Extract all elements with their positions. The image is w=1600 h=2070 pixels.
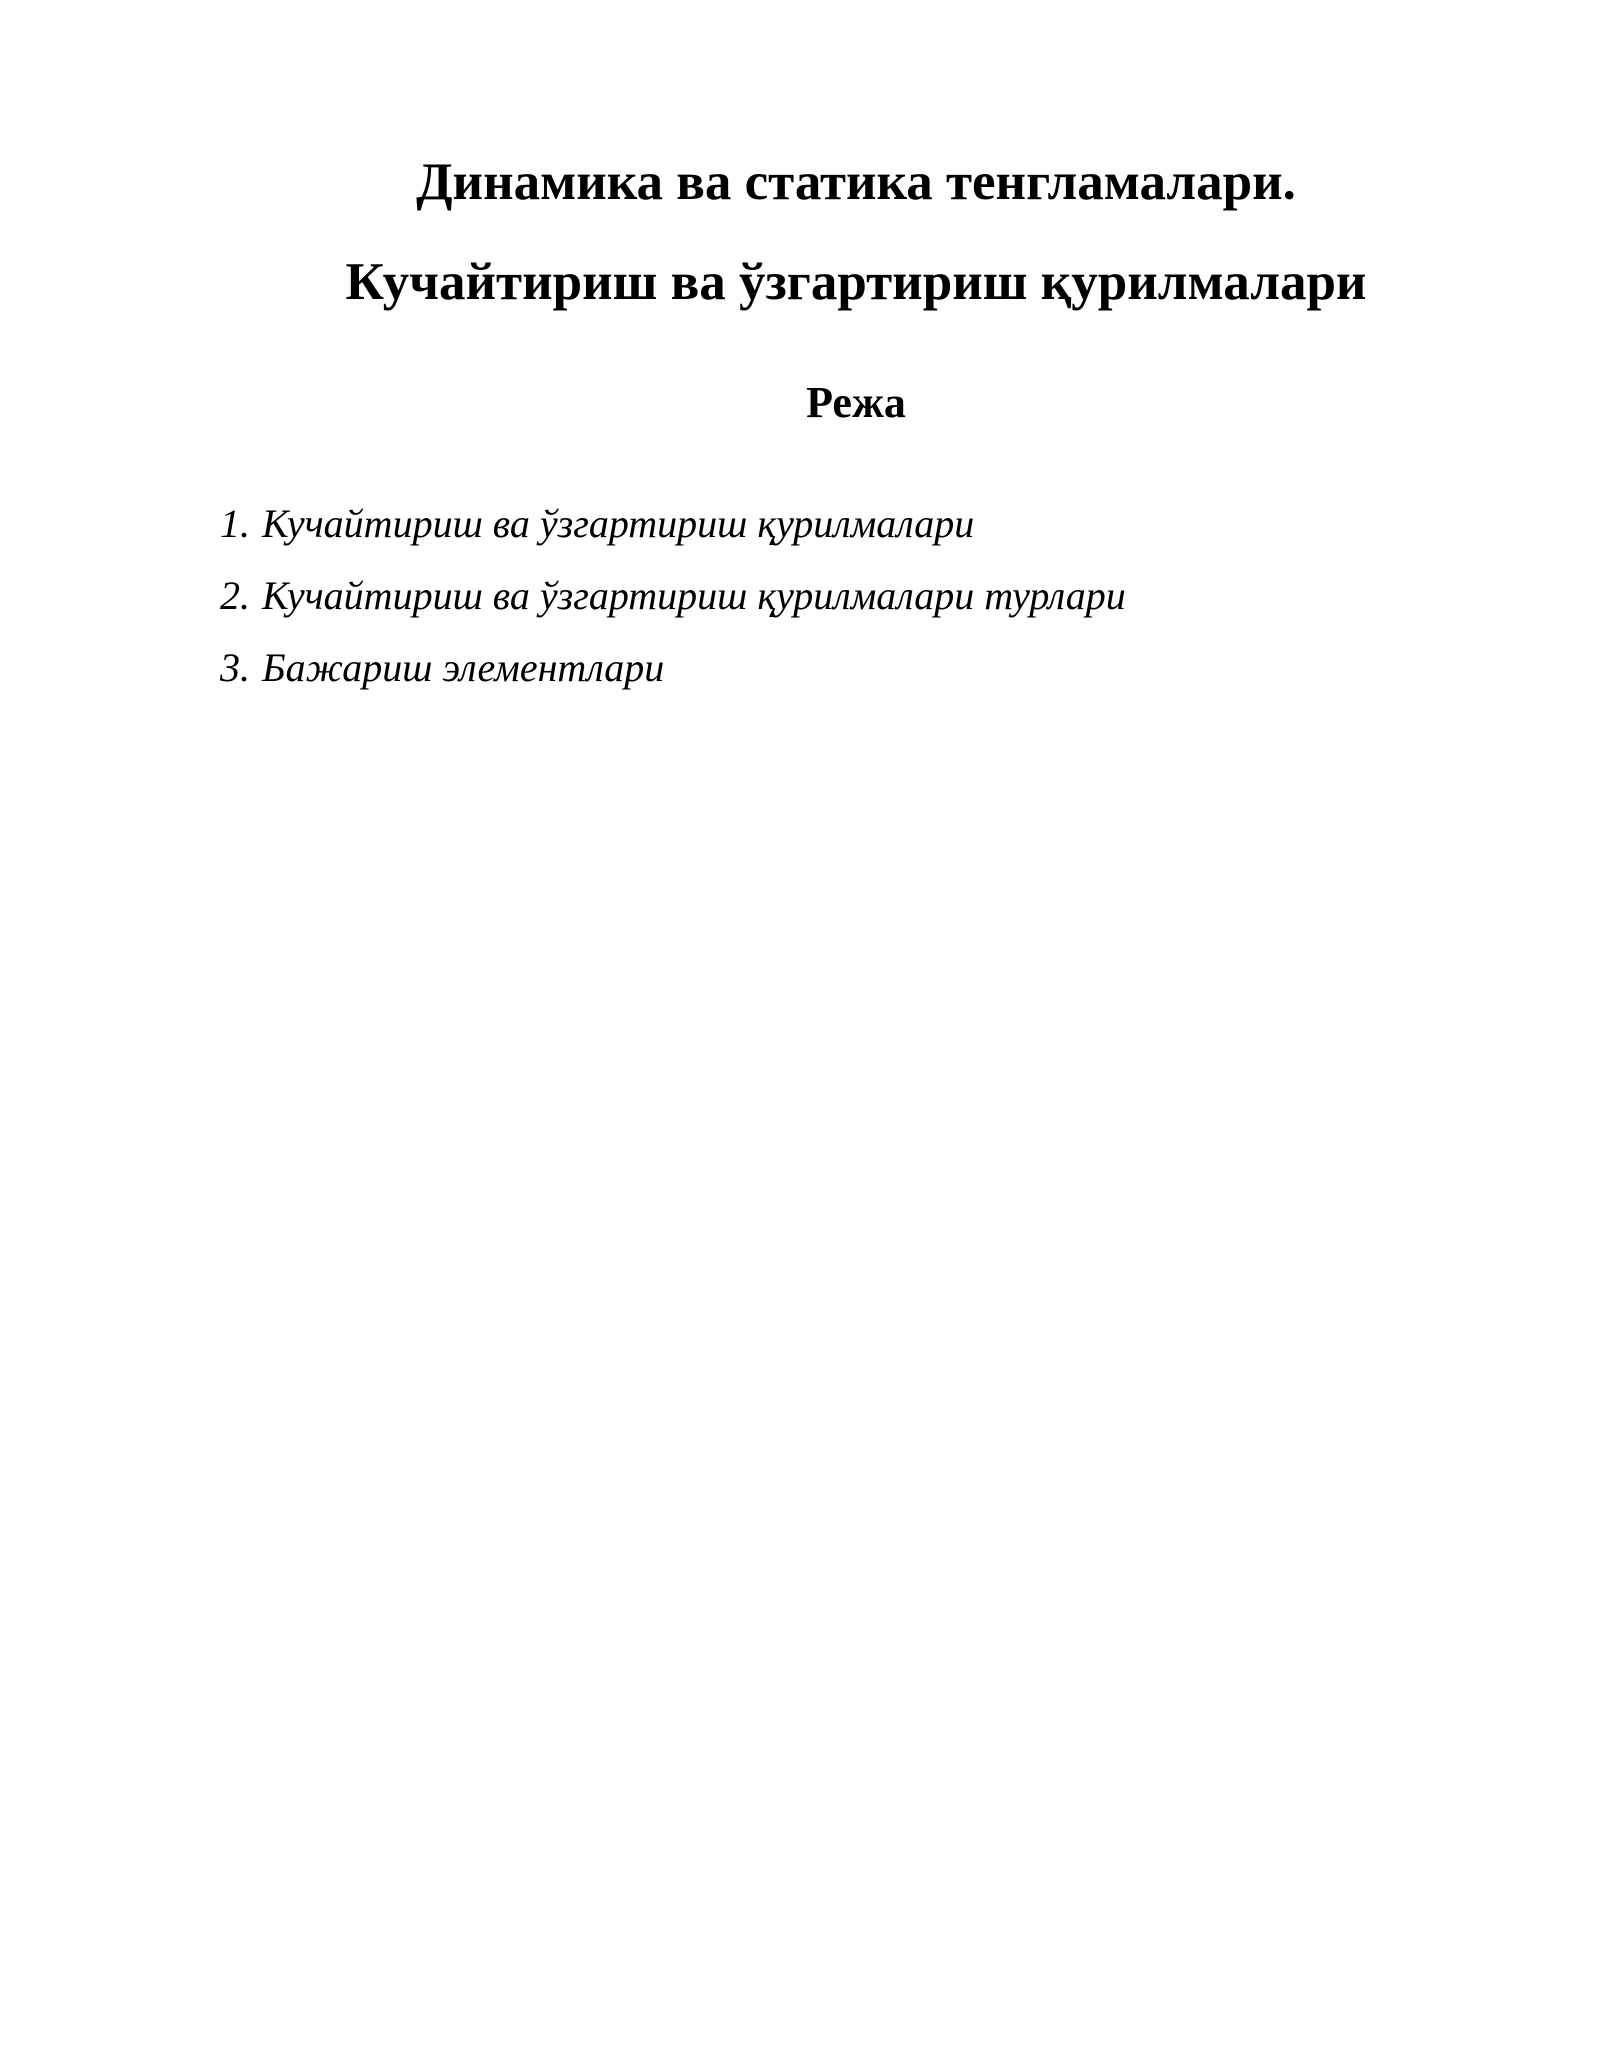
document-title-line-1: Динамика ва статика тенгламалари. [416,153,1296,211]
plan-list-item [220,488,1126,560]
plan-item-text: Бажариш элементлари [262,645,665,690]
plan-list-item [220,632,1126,704]
plan-item-number: 2. [220,573,250,618]
plan-item-number: 1. [220,501,250,546]
plan-list [220,488,1126,704]
plan-item-text: Кучайтириш ва ўзгартириш қурилмалари [262,501,975,546]
plan-heading: Режа [806,378,906,427]
plan-item-number: 3. [220,645,250,690]
plan-item-text: Кучайтириш ва ўзгартириш қурилмалари турлари [262,573,1126,618]
plan-list-item [220,560,1126,632]
document-title-line-2: Кучайтириш ва ўзгартириш қурилмалари [345,253,1367,311]
